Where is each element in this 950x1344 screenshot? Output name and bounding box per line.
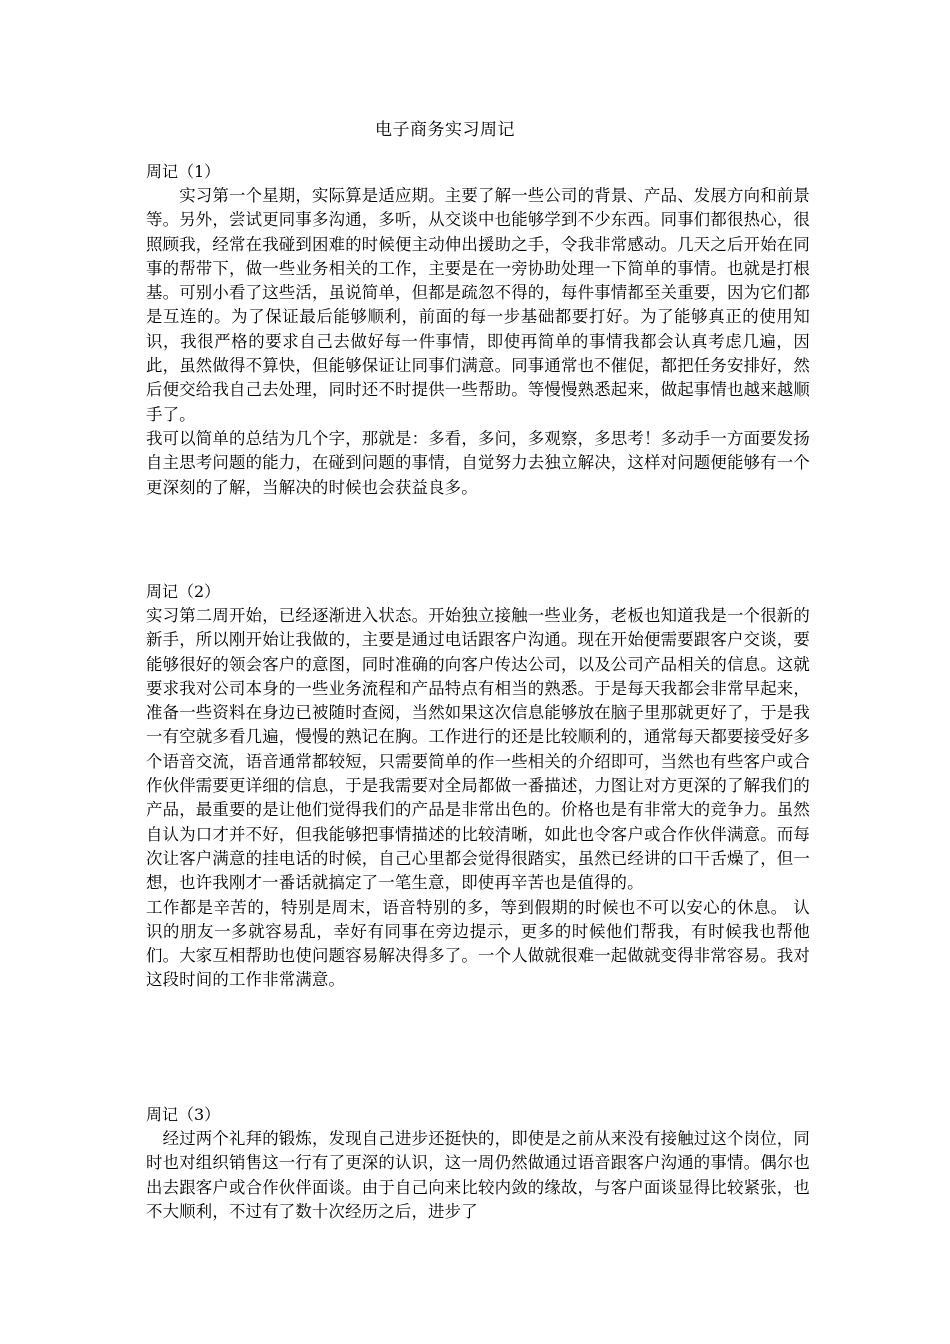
entry-paragraph: 工作都是辛苦的，特别是周末，语音特别的多，等到假期的时候也不可以安心的休息。 认识的朋友一多就容易乱，幸好有同事在旁边提示，更多的时候他们帮我，有时候我也帮他们。大家互相帮助也使问题容易解决得多了。一个人做就很难一起做就变得非常容易。我对这段时间的工作非常满意。 <box>146 897 810 990</box>
entry-heading: 周记（1） <box>146 162 221 181</box>
entry-paragraph: 实习第一个星期，实际算是适应期。主要了解一些公司的背景、产品、发展方向和前景等。另外，尝试更同事多沟通，多听，从交谈中也能够学到不少东西。同事们都很热心，很照顾我，经常在我碰到困难的时候便主动伸出援助之手，令我非常感动。几天之后开始在同事的帮带下，做一些业务相关的工作，主要是在一旁协助处理一下简单的事情。也就是打根基。可别小看了这些活，虽说简单，但都是疏忽不得的，每件事情都至关重要，因为它们都是互连的。为了保证最后能够顺利，前面的每一步基础都要打好。为了能够真正的使用知识，我很严格的要求自己去做好每一件事情，即使再简单的事情我都会认真考虑几遍，因此，虽然做得不算快，但能够保证让同事们满意。同事通常也不催促，都把任务安排好，然后便交给我自己去处理，同时还不时提供一些帮助。等慢慢熟悉起来，做起事情也越来越顺手了。 <box>146 186 810 424</box>
entry-paragraph: 经过两个礼拜的锻炼，发现自己进步还挺快的，即使是之前从来没有接触过这个岗位，同时也对组织销售这一行有了更深的认识，这一周仍然做通过语音跟客户沟通的事情。偶尔也出去跟客户或合作伙伴面谈。由于自己向来比较内敛的缘故，与客户面谈显得比较紧张，也不大顺利，不过有了数十次经历之后，进步了 <box>146 1129 810 1221</box>
entry-heading: 周记（2） <box>146 582 221 601</box>
entry-paragraph: 我可以简单的总结为几个字，那就是：多看，多问，多观察，多思考！多动手一方面要发扬自主思考问题的能力，在碰到问题的事情，自觉努力去独立解决，这样对问题便能够有一个更深刻的了解，当解决的时候也会获益良多。 <box>146 428 810 497</box>
document-title: 电子商务实习周记 <box>375 120 515 140</box>
entry-paragraph: 实习第二周开始，已经逐渐进入状态。开始独立接触一些业务，老板也知道我是一个很新的新手，所以刚开始让我做的，主要是通过电话跟客户沟通。现在开始便需要跟客户交谈，要能够很好的领会客户的意图，同时准确的向客户传达公司，以及公司产品相关的信息。这就要求我对公司本身的一些业务流程和产品特点有相当的熟悉。于是每天我都会非常早起来，准备一些资料在身边已被随时查阅，当然如果这次信息能够放在脑子里那就更好了，于是我一有空就多看几遍，慢慢的熟记在胸。工作进行的还是比较顺利的，通常每天都要接受好多个语音交流，语音通常都较短，只需要简单的作一些相关的介绍即可，当然也有些客户或合作伙伴需要更详细的信息，于是我需要对全局都做一番描述，力图让对方更深的了解我们的产品，最重要的是让他们觉得我们的产品是非常出色的。价格也是有非常大的竞争力。虽然自认为口才并不好，但我能够把事情描述的比较清晰，如此也令客户或合作伙伴满意。而每次让客户满意的挂电话的时候，自己心里都会觉得很踏实，虽然已经讲的口干舌燥了，但一想，也许我刚才一番话就搞定了一笔生意，即使再辛苦也是值得的。 <box>146 606 810 893</box>
weekly-entry-1 <box>146 160 810 500</box>
weekly-entry-2 <box>146 580 810 993</box>
entry-heading: 周记（3） <box>146 1105 221 1124</box>
weekly-entry-3 <box>146 1103 810 1224</box>
